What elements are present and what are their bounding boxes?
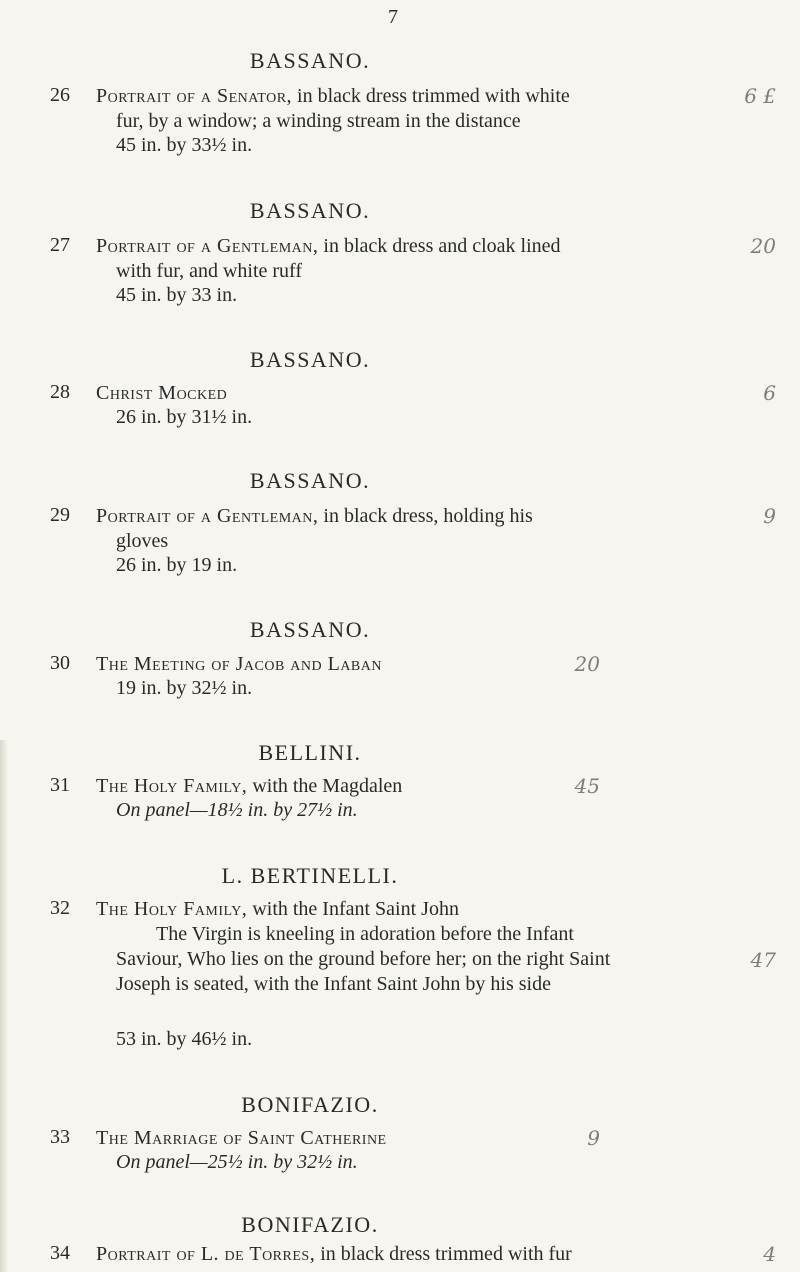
artist-name: BASSANO. — [249, 347, 371, 372]
lot-title: Portrait of L. de Torres, in black dress trimmed with fur — [96, 1243, 572, 1265]
lot-description: The Virgin is kneeling in adoration before the Infant Saviour, Who lies on the ground before her; on the right Saint Joseph is seated, with the Infant Saint John by his side — [116, 923, 611, 995]
handwritten-price: 20 — [750, 234, 776, 258]
lot-number: 26 — [50, 84, 70, 106]
lot-dimensions: 19 in. by 32½ in. — [116, 677, 253, 699]
lot-number: 33 — [50, 1126, 70, 1148]
artist-name: BASSANO. — [249, 48, 371, 73]
artist-name: BONIFAZIO. — [241, 1212, 379, 1237]
lot-dimensions: 45 in. by 33 in. — [116, 284, 238, 306]
handwritten-price: 9 — [587, 1126, 600, 1150]
lot-title: The Meeting of Jacob and Laban — [96, 653, 382, 675]
lot-number: 28 — [50, 381, 70, 403]
artist-name: BELLINI. — [258, 740, 362, 765]
lot-number: 31 — [50, 774, 70, 796]
artist-name: L. BERTINELLI. — [221, 863, 399, 888]
lot-title: Portrait of a Gentleman, in black dress, holding his — [96, 505, 533, 527]
lot-dimensions: 26 in. by 31½ in. — [116, 406, 253, 428]
handwritten-price: 47 — [750, 948, 776, 972]
lot-title: The Marriage of Saint Catherine — [96, 1127, 387, 1149]
lot-title: Portrait of a Senator, in black dress trimmed with white — [96, 85, 570, 107]
lot-dimensions: On panel—18½ in. by 27½ in. — [116, 799, 358, 821]
left-page-edge — [0, 740, 8, 1272]
lot-dimensions: 26 in. by 19 in. — [116, 554, 238, 576]
handwritten-price: 9 — [763, 504, 776, 528]
lot-dimensions: 53 in. by 46½ in. — [116, 1028, 253, 1050]
lot-title: Christ Mocked — [96, 382, 228, 404]
artist-name: BONIFAZIO. — [241, 1092, 379, 1117]
lot-number: 29 — [50, 504, 70, 526]
lot-description: fur, by a window; a winding stream in the distance — [116, 110, 521, 132]
handwritten-price: 6 — [763, 381, 776, 405]
handwritten-price: 45 — [574, 774, 600, 798]
artist-name: BASSANO. — [249, 198, 371, 223]
page-number: 7 — [388, 6, 398, 28]
lot-number: 27 — [50, 234, 70, 256]
lot-description: with fur, and white ruff — [116, 260, 303, 282]
lot-dimensions: On panel—25½ in. by 32½ in. — [116, 1151, 358, 1173]
lot-title: The Holy Family, with the Infant Saint John — [96, 898, 459, 920]
lot-description: gloves — [116, 530, 169, 552]
artist-name: BASSANO. — [249, 617, 371, 642]
lot-number: 34 — [50, 1242, 70, 1264]
lot-number: 32 — [50, 897, 70, 919]
handwritten-price: 4 — [763, 1242, 776, 1266]
artist-name: BASSANO. — [249, 468, 371, 493]
lot-number: 30 — [50, 652, 70, 674]
handwritten-price: 20 — [574, 652, 600, 676]
handwritten-price: 6 £ — [744, 84, 776, 108]
lot-title: The Holy Family, with the Magdalen — [96, 775, 403, 797]
lot-dimensions: 45 in. by 33½ in. — [116, 134, 253, 156]
lot-title: Portrait of a Gentleman, in black dress and cloak lined — [96, 235, 561, 257]
